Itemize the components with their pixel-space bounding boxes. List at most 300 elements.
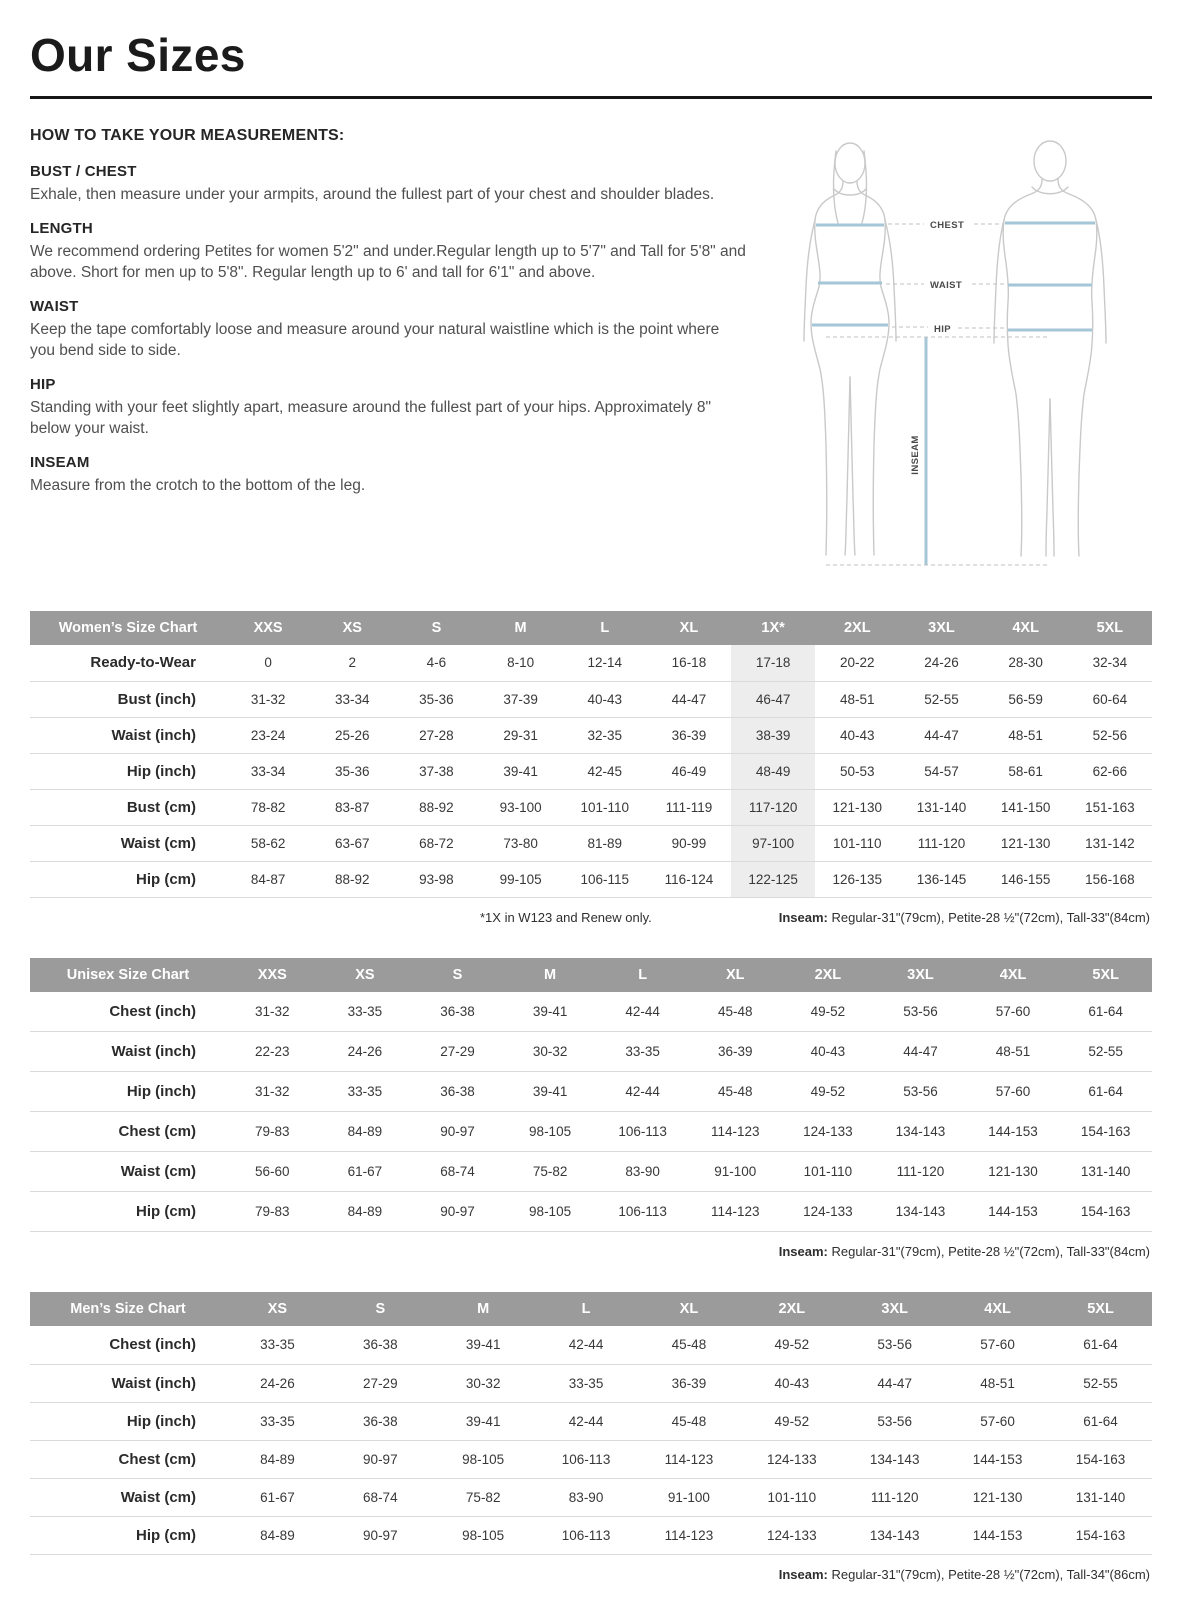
size-cell: 136-145 (916, 871, 967, 887)
size-cell: 33-35 (625, 1044, 660, 1059)
size-cell: 20-22 (840, 655, 875, 671)
size-cell: 33-35 (260, 1413, 295, 1429)
size-cell: 88-92 (419, 799, 454, 815)
table-row (30, 1032, 1152, 1072)
instruction-section-hip (30, 376, 748, 439)
column-header: 1X* (731, 611, 815, 645)
size-cell: 117-120 (731, 789, 815, 825)
table-row (30, 1326, 1152, 1364)
row-label: Hip (cm) (136, 1526, 196, 1544)
table-row (30, 1072, 1152, 1112)
size-cell: 32-34 (1092, 655, 1128, 671)
inseam-footnote-text: Regular-31"(79cm), Petite-28 ½"(72cm), Tall-33"(84cm) (827, 1244, 1150, 1259)
top-section (30, 123, 1152, 583)
size-cell: 126-135 (832, 871, 883, 887)
size-cell: 48-51 (1008, 727, 1043, 743)
size-cell: 124-133 (767, 1451, 817, 1467)
size-cell: 37-39 (503, 691, 538, 707)
row-label: Waist (cm) (120, 1163, 196, 1180)
body-measurement-diagram-icon (760, 125, 1140, 583)
size-cell: 144-153 (988, 1204, 1038, 1219)
size-cell: 36-39 (671, 727, 707, 743)
size-cell: 106-113 (561, 1451, 611, 1467)
size-cell: 68-72 (419, 835, 454, 851)
section-title: BUST / CHEST (30, 163, 137, 180)
size-cell: 91-100 (714, 1164, 757, 1179)
size-cell: 121-130 (988, 1164, 1038, 1179)
inseam-label: INSEAM (910, 435, 921, 475)
size-cell: 84-89 (260, 1527, 295, 1543)
size-cell: 40-43 (840, 727, 875, 743)
size-cell: 124-133 (803, 1204, 853, 1219)
size-cell: 56-59 (1008, 691, 1043, 707)
size-cell: 84-89 (260, 1451, 295, 1467)
female-head (835, 143, 865, 183)
column-header: M (432, 1292, 535, 1326)
size-cell: 52-55 (1088, 1044, 1123, 1059)
size-cell: 121-130 (972, 1489, 1023, 1505)
row-label: Hip (inch) (126, 1083, 196, 1100)
table-row (30, 1516, 1152, 1554)
column-header: M (479, 611, 563, 645)
table-row (30, 1478, 1152, 1516)
size-cell: 44-47 (671, 691, 707, 707)
size-cell: 61-67 (347, 1164, 383, 1179)
section-title: HIP (30, 376, 56, 394)
size-cell: 42-44 (568, 1413, 604, 1429)
column-header: 2XL (815, 611, 899, 645)
size-cell: 48-51 (995, 1044, 1031, 1059)
row-label: Bust (cm) (126, 798, 196, 816)
size-cell: 101-110 (767, 1489, 817, 1505)
table-row (30, 992, 1152, 1032)
column-header: S (329, 1292, 432, 1326)
size-cell: 63-67 (334, 835, 370, 851)
size-cell: 31-32 (255, 1003, 290, 1019)
size-cell: 53-56 (877, 1337, 912, 1353)
size-cell: 28-30 (1008, 655, 1043, 671)
size-cell: 144-153 (972, 1451, 1023, 1467)
size-cell: 114-123 (664, 1527, 714, 1543)
size-cell: 61-64 (1083, 1337, 1118, 1353)
size-cell: 49-52 (810, 1084, 846, 1099)
size-cell: 101-110 (580, 799, 630, 815)
column-header: S (411, 958, 504, 992)
row-label: Hip (cm) (136, 870, 196, 888)
column-header: 3XL (874, 958, 967, 992)
size-cell: 146-155 (1000, 871, 1051, 887)
inseam-footnote-label: Inseam: (778, 1566, 828, 1582)
size-cell: 39-41 (503, 763, 538, 779)
measurement-labels (910, 220, 964, 475)
size-cell: 134-143 (895, 1124, 946, 1139)
size-cell: 31-32 (255, 1084, 290, 1099)
size-cell: 98-105 (462, 1527, 505, 1543)
column-header: 5XL (1049, 1292, 1152, 1326)
size-cell: 56-60 (255, 1164, 290, 1179)
size-cell: 39-41 (465, 1413, 501, 1429)
size-cell: 134-143 (869, 1527, 920, 1543)
size-cell: 50-53 (840, 763, 875, 779)
size-cell: 106-113 (618, 1124, 667, 1139)
instruction-section-bust (30, 163, 748, 205)
size-cell: 62-66 (1092, 763, 1128, 779)
size-cell: 134-143 (869, 1451, 920, 1467)
size-cell: 24-26 (924, 655, 959, 671)
section-title: INSEAM (30, 454, 90, 472)
womens-size-chart-container (30, 611, 1152, 898)
size-cell: 31-32 (250, 691, 286, 707)
size-cell: 45-48 (718, 1003, 753, 1019)
table-row (30, 753, 1152, 789)
size-cell: 30-32 (465, 1375, 501, 1391)
table-row (30, 1364, 1152, 1402)
row-label: Hip (cm) (136, 1203, 196, 1220)
size-cell: 23-24 (250, 727, 286, 743)
column-header: L (535, 1292, 638, 1326)
size-cell: 122-125 (731, 861, 815, 897)
section-body: Measure from the crotch to the bottom of the leg. (30, 477, 366, 495)
size-cell: 46-47 (731, 681, 815, 717)
size-cell: 131-140 (1080, 1164, 1131, 1179)
size-cell: 4-6 (426, 655, 447, 671)
size-cell: 90-97 (440, 1204, 475, 1219)
size-cell: 39-41 (465, 1337, 501, 1353)
size-cell: 116-124 (664, 871, 714, 887)
size-cell: 61-64 (1083, 1413, 1118, 1429)
size-cell: 124-133 (767, 1527, 817, 1543)
table-row (30, 681, 1152, 717)
size-cell: 84-89 (347, 1204, 383, 1219)
size-cell: 53-56 (903, 1003, 938, 1019)
male-head (1034, 141, 1066, 181)
size-cell: 154-163 (1075, 1527, 1126, 1543)
row-label: Waist (inch) (111, 1043, 196, 1060)
unisex-inseam-footnote (779, 1244, 1150, 1259)
size-cell: 97-100 (731, 825, 815, 861)
size-cell: 73-80 (503, 835, 538, 851)
size-cell: 93-100 (499, 799, 542, 815)
size-cell: 36-38 (363, 1413, 398, 1429)
size-cell: 27-29 (363, 1375, 398, 1391)
size-cell: 90-97 (363, 1451, 398, 1467)
row-label: Chest (inch) (109, 1336, 196, 1354)
chest-label: CHEST (930, 220, 965, 231)
size-cell: 49-52 (774, 1413, 810, 1429)
size-cell: 35-36 (334, 763, 370, 779)
size-cell: 84-87 (250, 871, 286, 887)
size-cell: 61-64 (1088, 1084, 1123, 1099)
size-cell: 93-98 (419, 871, 454, 887)
column-header: 4XL (984, 611, 1068, 645)
size-cell: 101-110 (833, 835, 882, 851)
measurement-instructions (30, 123, 748, 583)
size-cell: 22-23 (255, 1044, 290, 1059)
table-row (30, 717, 1152, 753)
section-title: LENGTH (30, 220, 93, 238)
inseam-footnote-label: Inseam: (778, 909, 828, 925)
size-cell: 75-82 (532, 1164, 568, 1179)
guide-dashed-lines (826, 224, 1048, 565)
size-cell: 75-82 (465, 1489, 501, 1505)
size-cell: 48-51 (980, 1375, 1015, 1391)
inseam-footnote-text: Regular-31"(79cm), Petite-28 ½"(72cm), Tall-33"(84cm) (827, 909, 1150, 925)
size-cell: 30-32 (532, 1044, 568, 1059)
size-cell: 44-47 (924, 727, 959, 743)
size-cell: 24-26 (260, 1375, 295, 1391)
column-header: 4XL (946, 1292, 1049, 1326)
size-cell: 151-163 (1085, 799, 1135, 815)
instructions-heading: HOW TO TAKE YOUR MEASUREMENTS: (30, 127, 345, 144)
section-title: WAIST (30, 298, 79, 316)
size-cell: 106-113 (618, 1204, 667, 1219)
column-header: 3XL (843, 1292, 946, 1326)
column-header: XL (689, 958, 782, 992)
row-label: Ready-to-Wear (90, 654, 196, 672)
size-cell: 49-52 (774, 1337, 810, 1353)
row-label: Hip (inch) (126, 762, 196, 780)
size-cell: 83-90 (625, 1164, 660, 1179)
size-cell: 68-74 (363, 1489, 398, 1505)
size-cell: 99-105 (499, 871, 542, 887)
size-cell: 57-60 (980, 1337, 1015, 1353)
size-cell: 39-41 (532, 1084, 568, 1099)
column-header: 5XL (1059, 958, 1152, 992)
page-title: Our Sizes (30, 29, 246, 81)
size-cell: 61-67 (260, 1489, 295, 1505)
size-cell: 90-97 (440, 1124, 475, 1139)
row-label: Chest (cm) (118, 1123, 196, 1140)
inseam-footnote-text: Regular-31"(79cm), Petite-28 ½"(72cm), Tall-34"(86cm) (827, 1566, 1150, 1582)
size-cell: 121-130 (1000, 835, 1051, 851)
size-cell: 12-14 (587, 655, 623, 671)
size-cell: 111-120 (896, 1164, 945, 1179)
table-row (30, 1402, 1152, 1440)
size-cell: 154-163 (1075, 1451, 1126, 1467)
row-label: Bust (inch) (117, 690, 196, 708)
table-title: Women’s Size Chart (30, 611, 226, 645)
size-cell: 8-10 (507, 655, 535, 671)
size-cell: 33-34 (250, 763, 286, 779)
table-row (30, 861, 1152, 897)
size-cell: 24-26 (347, 1044, 383, 1059)
unisex-footnotes (30, 1244, 1152, 1264)
column-header: M (504, 958, 597, 992)
size-cell: 37-38 (419, 763, 454, 779)
size-cell: 144-153 (988, 1124, 1038, 1139)
size-cell: 52-55 (1083, 1375, 1118, 1391)
size-cell: 91-100 (667, 1489, 710, 1505)
size-cell: 58-61 (1008, 763, 1043, 779)
size-cell: 68-74 (440, 1164, 475, 1179)
mens-size-chart-container (30, 1292, 1152, 1555)
table-row (30, 1192, 1152, 1232)
size-cell: 38-39 (731, 717, 815, 753)
row-label: Waist (inch) (111, 726, 196, 744)
size-cell: 121-130 (832, 799, 883, 815)
measurement-diagram (748, 123, 1152, 583)
table-row (30, 645, 1152, 681)
size-cell: 144-153 (972, 1527, 1023, 1543)
womens-footnotes (30, 910, 1152, 930)
size-cell: 32-35 (587, 727, 623, 743)
instruction-section-inseam (30, 454, 748, 496)
size-cell: 106-113 (561, 1527, 611, 1543)
size-cell: 36-39 (671, 1375, 707, 1391)
column-header: L (563, 611, 647, 645)
instruction-section-length (30, 220, 748, 283)
size-cell: 98-105 (529, 1124, 572, 1139)
size-cell: 131-140 (1075, 1489, 1126, 1505)
column-header: 5XL (1068, 611, 1152, 645)
unisex-size-chart-container (30, 958, 1152, 1233)
size-cell: 35-36 (419, 691, 454, 707)
size-cell: 90-97 (363, 1527, 398, 1543)
size-cell: 141-150 (1000, 799, 1051, 815)
size-cell: 44-47 (877, 1375, 912, 1391)
size-cell: 53-56 (903, 1084, 938, 1099)
column-header: XXS (226, 611, 310, 645)
table-row (30, 789, 1152, 825)
size-cell: 45-48 (718, 1084, 753, 1099)
size-cell: 79-83 (255, 1124, 290, 1139)
row-label: Waist (inch) (111, 1374, 196, 1392)
size-cell: 52-55 (924, 691, 959, 707)
column-header: S (394, 611, 478, 645)
size-cell: 79-83 (255, 1204, 290, 1219)
size-cell: 16-18 (671, 655, 707, 671)
size-cell: 53-56 (877, 1413, 912, 1429)
size-cell: 57-60 (980, 1413, 1015, 1429)
size-cell: 84-89 (347, 1124, 383, 1139)
size-cell: 46-49 (671, 763, 707, 779)
size-cell: 36-39 (718, 1044, 753, 1059)
column-header: 2XL (782, 958, 875, 992)
womens-inseam-footnote (779, 910, 1150, 925)
size-cell: 42-45 (587, 763, 623, 779)
size-cell: 49-52 (810, 1003, 846, 1019)
size-cell: 57-60 (995, 1084, 1031, 1099)
column-header: XS (319, 958, 412, 992)
table-row (30, 825, 1152, 861)
table-title: Unisex Size Chart (30, 958, 226, 992)
size-cell: 111-120 (917, 835, 966, 851)
size-cell: 33-35 (347, 1003, 383, 1019)
row-label: Chest (inch) (109, 1002, 196, 1020)
size-cell: 78-82 (250, 799, 286, 815)
size-cell: 44-47 (903, 1044, 938, 1059)
unisex-size-chart (30, 958, 1152, 1233)
womens-size-chart (30, 611, 1152, 898)
size-cell: 33-35 (347, 1084, 383, 1099)
size-cell: 111-120 (870, 1489, 919, 1505)
size-cell: 114-123 (710, 1124, 760, 1139)
table-title: Men’s Size Chart (30, 1292, 226, 1326)
column-header: XXS (226, 958, 319, 992)
instruction-section-waist (30, 298, 748, 361)
mens-inseam-footnote (779, 1567, 1150, 1582)
column-header: L (596, 958, 689, 992)
size-cell: 33-34 (334, 691, 370, 707)
size-cell: 98-105 (462, 1451, 505, 1467)
inseam-footnote-label: Inseam: (778, 1244, 828, 1259)
size-cell: 42-44 (625, 1084, 660, 1099)
table-row (30, 1112, 1152, 1152)
column-header: 4XL (967, 958, 1060, 992)
size-cell: 48-49 (731, 753, 815, 789)
size-cell: 29-31 (503, 727, 538, 743)
size-cell: 134-143 (895, 1204, 946, 1219)
column-header: XS (310, 611, 394, 645)
size-cell: 57-60 (995, 1003, 1031, 1019)
size-cell: 98-105 (529, 1204, 572, 1219)
size-cell: 25-26 (334, 727, 370, 743)
mens-size-chart (30, 1292, 1152, 1555)
size-cell: 52-56 (1092, 727, 1128, 743)
female-figure-icon (804, 143, 896, 555)
size-cell: 61-64 (1088, 1003, 1123, 1019)
size-cell: 42-44 (568, 1337, 604, 1353)
size-cell: 156-168 (1085, 871, 1135, 887)
section-body: Standing with your feet slightly apart, measure around the fullest part of your hips. Approximately 8" below your waist. (30, 399, 711, 437)
row-label: Waist (cm) (120, 1488, 196, 1506)
size-cell: 81-89 (587, 835, 623, 851)
size-cell: 40-43 (587, 691, 623, 707)
male-figure-icon (994, 141, 1106, 556)
size-cell: 60-64 (1092, 691, 1128, 707)
row-label: Chest (cm) (118, 1450, 196, 1468)
size-cell: 88-92 (334, 871, 370, 887)
size-cell: 154-163 (1080, 1204, 1131, 1219)
title-divider (30, 96, 1152, 99)
size-cell: 40-43 (810, 1044, 846, 1059)
size-cell: 36-38 (440, 1003, 475, 1019)
size-cell: 83-87 (334, 799, 370, 815)
size-cell: 131-140 (916, 799, 967, 815)
section-body: Exhale, then measure under your armpits, around the fullest part of your chest and shoulder blades. (30, 186, 715, 203)
size-cell: 111-119 (665, 799, 713, 815)
size-cell: 36-38 (440, 1084, 475, 1099)
section-body: Keep the tape comfortably loose and measure around your natural waistline which is the point where you bend side to side. (30, 321, 720, 359)
section-body: We recommend ordering Petites for women 5'2" and under.Regular length up to 5'7" and Tall for 5'8" and above. Short for men up to 5'8". Regular length up to 6' and tall for 6'1" and above. (30, 243, 746, 281)
size-cell: 27-29 (440, 1044, 475, 1059)
column-header: XL (647, 611, 731, 645)
size-cell: 39-41 (532, 1003, 568, 1019)
size-cell: 131-142 (1085, 835, 1135, 851)
hip-label: HIP (934, 324, 952, 335)
one-x-footnote: *1X in W123 and Renew only. (480, 909, 652, 925)
column-header: 3XL (899, 611, 983, 645)
size-cell: 114-123 (710, 1204, 760, 1219)
size-cell: 27-28 (419, 727, 454, 743)
size-cell: 124-133 (803, 1124, 853, 1139)
size-cell: 17-18 (731, 645, 815, 681)
row-label: Hip (inch) (126, 1412, 196, 1430)
column-header: XL (638, 1292, 741, 1326)
column-header: 2XL (740, 1292, 843, 1326)
size-cell: 83-90 (568, 1489, 604, 1505)
size-cell: 114-123 (664, 1451, 714, 1467)
size-cell: 106-115 (580, 871, 630, 887)
size-cell: 2 (348, 655, 357, 671)
row-label: Waist (cm) (120, 834, 196, 852)
size-cell: 33-35 (568, 1375, 604, 1391)
table-row (30, 1152, 1152, 1192)
size-cell: 54-57 (924, 763, 959, 779)
size-cell: 58-62 (250, 835, 286, 851)
waist-label: WAIST (930, 280, 963, 291)
size-cell: 48-51 (840, 691, 875, 707)
